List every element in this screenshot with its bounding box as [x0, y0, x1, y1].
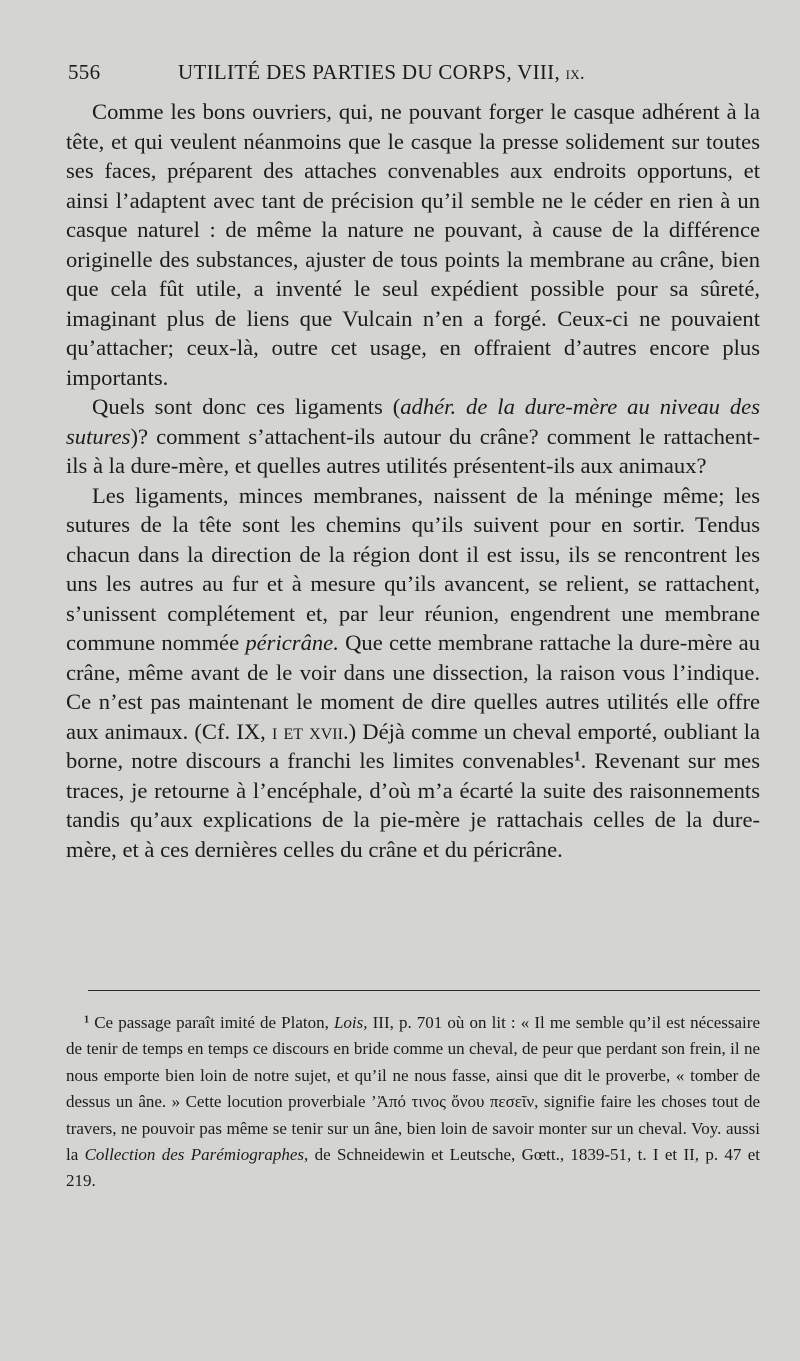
footnote-1	[66, 1010, 760, 1195]
paragraph-3-ref: i et xvii	[271, 718, 343, 744]
footnote-text-3: , signifie faire les choses tout de travers, ne pouvoir pas même se tenir sur un âne, bien loin de savoir monter sur un cheval. Voy. aussi la	[66, 1092, 761, 1165]
footnote-source: Lois,	[333, 1013, 368, 1032]
footnotes	[66, 1010, 760, 1195]
main-text	[66, 97, 760, 864]
footnote-text-2: III, p. 701 où on lit : « Il me semble qu’il est nécessaire de tenir de temps en temps ce discours en bride comme un cheval, de peur que perdant son frein, il ne nous emporte bien loin de notre sujet, et qu’il ne nous fasse, ainsi que dit le proverbe, « tomber de dessus un âne. » Cette locution proverbiale	[66, 1013, 760, 1112]
paragraph-3	[66, 481, 760, 865]
footnote-divider	[88, 990, 760, 991]
paragraph-2-start: Quels sont donc ces ligaments (	[92, 394, 401, 419]
paragraph-2-end: )? comment s’attachent-ils autour du crâne? comment le rattachent-ils à la dure-mère, et quelles autres utilités présentent-ils aux animaux?	[66, 423, 760, 478]
paragraph-2	[66, 392, 760, 481]
paragraph-2-italic: adhér. de la dure-mère au niveau des sutures	[66, 394, 760, 449]
paragraph-3-end: . Revenant sur mes traces, je retourne à l’encéphale, d’où m’a écarté la suite des raisonnements tandis qu’aux explications de la pie-mère je rattachais celles de la dure-mère, et à ces dernières celles du crâne et du péricrâne.	[66, 748, 760, 862]
footnote-marker: 1	[84, 1014, 90, 1026]
paragraph-1: Comme les bons ouvriers, qui, ne pouvant forger le casque adhérent à la tête, et qui veulent néanmoins que le casque la presse solidement sur toutes ses faces, préparent des attaches convenables aux endroits opportuns, et ainsi l’adaptent avec tant de précision qu’il semble ne le céder en rien à un casque naturel : de même la nature ne pouvant, à cause de la différence originelle des substances, ajuster de tous points la membrane au crâne, bien que cela fût utile, a inventé le seul expédient possible pour sa sûreté, imaginant plus de liens que Vulcain n’en a forgé. Ceux-ci ne pouvaient qu’attacher; ceux-là, outre cet usage, en offraient d’autres encore plus importants.	[66, 99, 760, 390]
footnote-greek: ’Ἀπό τινος ὄνου πεσεῖν	[371, 1092, 535, 1112]
footnote-collection: Collection des Parémiographes	[84, 1145, 305, 1165]
footnote-reference[interactable]: 1	[573, 748, 581, 764]
running-title	[178, 60, 758, 85]
footnote-text-1: Ce passage paraît imité de Platon,	[94, 1013, 334, 1032]
footnote-text-4: , de Schneidewin et Leutsche, Gœtt., 1839-51, t. I et II, p. 47 et 219.	[66, 1145, 760, 1191]
paragraph-3-mid: Que cette membrane rattache la dure-mère au crâne, même avant de le voir dans une dissection, la raison vous l’indique. Ce n’est pas maintenant le moment de dire quelles autres utilités elle offre aux animaux. (Cf. IX,	[66, 630, 761, 744]
paragraph-3-italic: péricrâne.	[245, 630, 339, 655]
running-title-text: UTILITÉ DES PARTIES DU CORPS, VIII,	[178, 60, 561, 84]
paragraph-3-start: Les ligaments, minces membranes, naissent de la méninge même; les sutures de la tête sont les chemins qu’ils suivent pour en sortir. Tendus chacun dans la direction de la région dont il est issu, ils se rencontrent les uns les autres au fur et à mesure qu’ils avancent, se relient, se rattachent, s’unissent complétement et, par leur réunion, engendrent une membrane commune nommée	[66, 482, 760, 655]
page-number: 556	[68, 60, 101, 84]
paragraph-3-mid2: .) Déjà comme un cheval emporté, oubliant la borne, notre discours a franchi les limites convenables	[66, 718, 760, 773]
running-header	[68, 60, 758, 94]
chapter-numeral: ix.	[565, 63, 585, 84]
